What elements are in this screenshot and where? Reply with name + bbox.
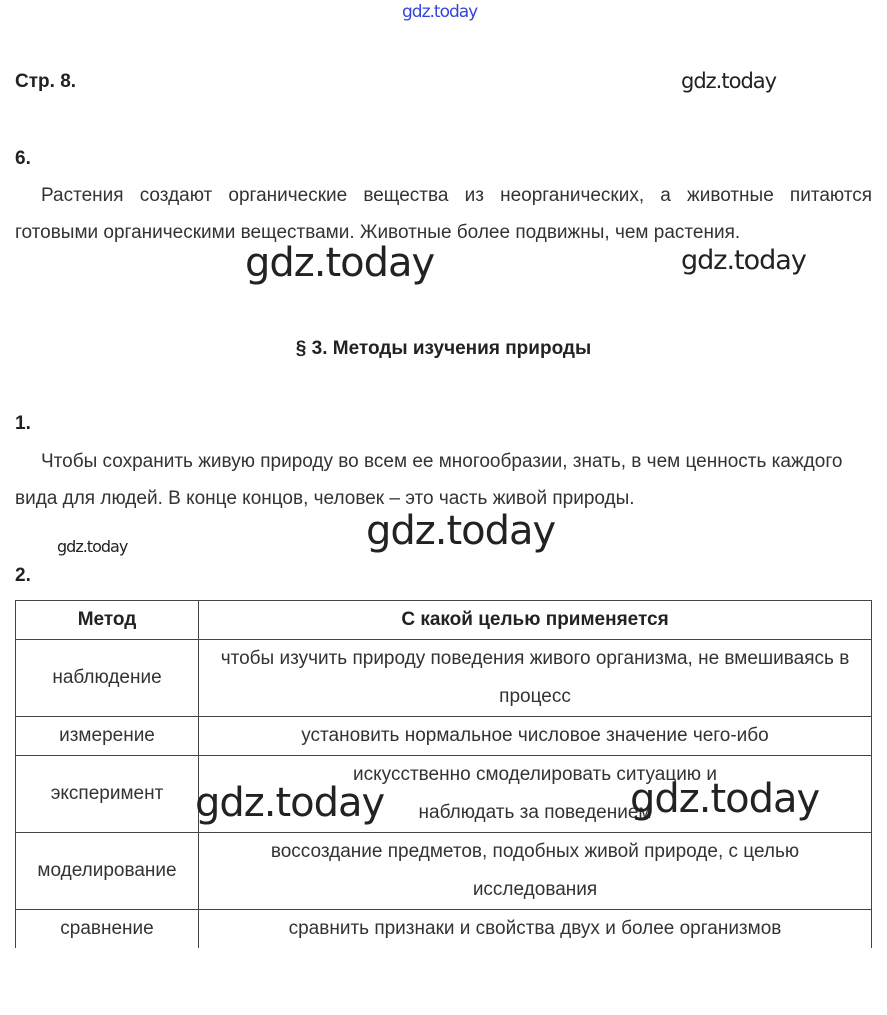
- task-number: 1.: [15, 413, 31, 434]
- method-cell: сравнение: [16, 910, 199, 949]
- section-title: § 3. Методы изучения природы: [295, 338, 592, 359]
- watermark: gdz.today: [681, 245, 806, 276]
- watermark: gdz.today: [245, 240, 435, 286]
- table-row: [16, 717, 872, 756]
- purpose-cell: искусственно смоделировать ситуацию и наблюдать за поведением: [199, 756, 872, 833]
- task-answer: Растения создают органические вещества из неорганических, а животные питаются готовыми органическими веществами. Животные более подвижны, чем растения.: [15, 185, 872, 243]
- table-row: [16, 833, 872, 910]
- watermark: gdz.today: [195, 780, 385, 826]
- table-header-row: [16, 601, 872, 640]
- purpose-cell: воссоздание предметов, подобных живой природе, с целью исследования: [199, 833, 872, 910]
- table-row: [16, 910, 872, 949]
- watermark: gdz.today: [681, 69, 777, 93]
- watermark: gdz.today: [402, 2, 478, 22]
- method-cell: эксперимент: [16, 756, 199, 833]
- purpose-cell: сравнить признаки и свойства двух и более организмов: [199, 910, 872, 949]
- task-answer: Чтобы сохранить живую природу во всем ее многообразии, знать, в чем ценность каждого вида для людей. В конце концов, человек – это часть живой природы.: [15, 451, 843, 509]
- header-cell: С какой целью применяется: [199, 601, 872, 640]
- page-label: Стр. 8.: [15, 71, 77, 92]
- task-number: 6.: [15, 148, 31, 169]
- task-number: 2.: [15, 565, 31, 586]
- watermark: gdz.today: [366, 508, 556, 554]
- method-cell: наблюдение: [16, 640, 199, 717]
- purpose-cell: чтобы изучить природу поведения живого организма, не вмешиваясь в процесс: [199, 640, 872, 717]
- method-cell: измерение: [16, 717, 199, 756]
- methods-table: [15, 600, 872, 948]
- purpose-cell: установить нормальное числовое значение чего-ибо: [199, 717, 872, 756]
- table-row: [16, 640, 872, 717]
- method-cell: моделирование: [16, 833, 199, 910]
- watermark: gdz.today: [630, 776, 820, 822]
- header-cell: Метод: [16, 601, 199, 640]
- watermark: gdz.today: [57, 537, 128, 556]
